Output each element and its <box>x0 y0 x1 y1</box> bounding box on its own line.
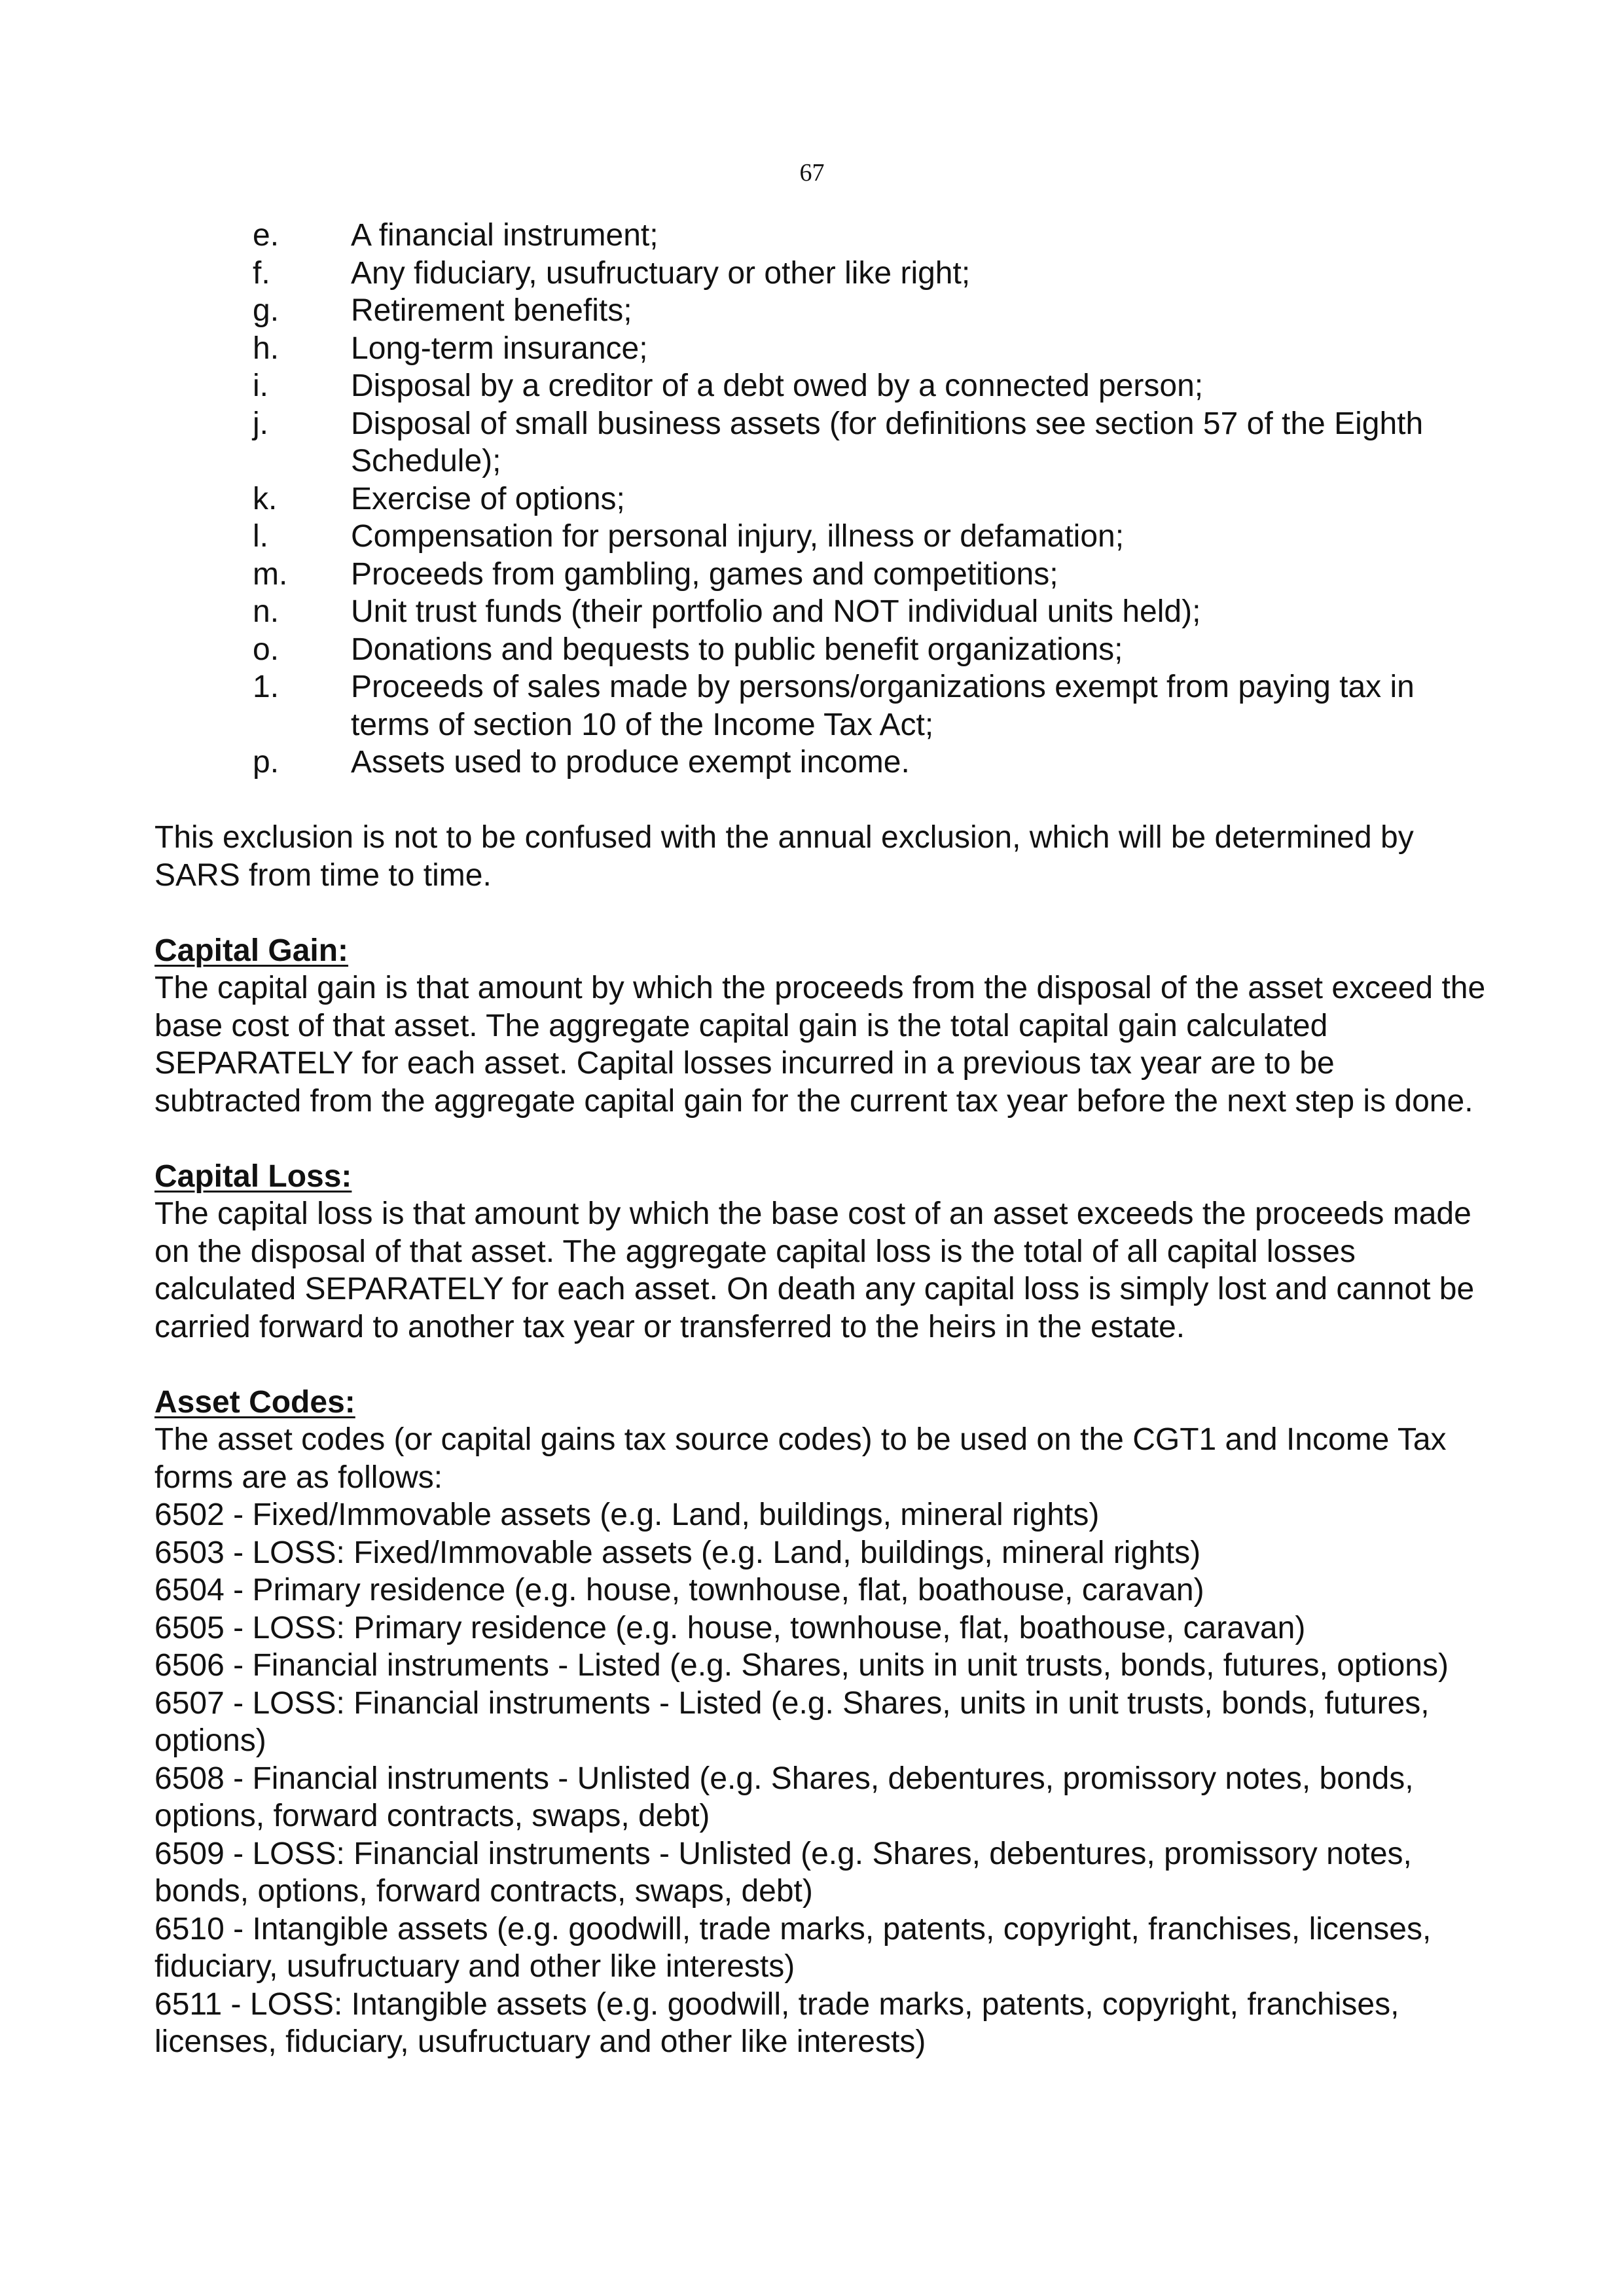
list-item: 6502 - Fixed/Immovable assets (e.g. Land, buildings, mineral rights) <box>154 1498 1100 1532</box>
list-item <box>154 480 1490 518</box>
list-marker: i. <box>253 368 268 403</box>
list-marker: g. <box>253 293 280 328</box>
section-body: The capital loss is that amount by which the base cost of an asset exceeds the proceeds made on the disposal of that asset. The aggregate capital loss is the total of all capital losses calculated SEPARATELY for each asset. On death any capital loss is simply lost and cannot be carried forward to another tax year or transferred to the heirs in the estate. <box>154 1196 1475 1344</box>
list-item-text: Proceeds of sales made by persons/organizations exempt from paying tax in terms of section 10 of the Income Tax Act; <box>351 670 1424 742</box>
list-item <box>154 631 1490 669</box>
list-item <box>154 292 1490 330</box>
list-item-text: Proceeds from gambling, games and competitions; <box>351 556 1058 592</box>
list-marker: e. <box>253 218 280 253</box>
section-heading: Capital Loss: <box>154 1158 352 1194</box>
list-item-text: Unit trust funds (their portfolio and NOT individual units held); <box>351 594 1201 629</box>
list-item <box>154 217 1490 255</box>
list-item-text: Any fiduciary, usufructuary or other like right; <box>351 255 971 291</box>
list-item-text: Assets used to produce exempt income. <box>351 745 910 780</box>
exclusion-list <box>154 217 1490 781</box>
list-marker: l. <box>253 519 268 554</box>
list-item-text: A financial instrument; <box>351 218 659 253</box>
list-marker: 1. <box>253 670 280 704</box>
section-heading: Asset Codes: <box>154 1384 355 1420</box>
list-item: 6506 - Financial instruments - Listed (e.g. Shares, units in unit trusts, bonds, futures, options) <box>154 1648 1449 1683</box>
asset-codes-section <box>154 1384 1490 2061</box>
list-marker: k. <box>253 481 278 516</box>
list-item-text: Long-term insurance; <box>351 331 648 366</box>
capital-gain-section <box>154 932 1490 1121</box>
asset-code-list <box>154 1496 1490 2061</box>
list-item <box>154 518 1490 556</box>
list-item-text: Disposal by a creditor of a debt owed by a connected person; <box>351 368 1204 403</box>
list-item <box>154 668 1490 744</box>
list-item-text: Exercise of options; <box>351 481 625 516</box>
list-item: 6509 - LOSS: Financial instruments - Unlisted (e.g. Shares, debentures, promissory notes, bonds, options, forward contracts, swaps, debt) <box>154 1836 1412 1909</box>
list-item <box>154 367 1490 405</box>
page-number: 67 <box>799 159 825 187</box>
list-item: 6510 - Intangible assets (e.g. goodwill, trade marks, patents, copyright, franchises, licenses, fiduciary, usufructuary and other like interests) <box>154 1911 1432 1984</box>
list-marker: j. <box>253 406 268 441</box>
list-item <box>154 330 1490 368</box>
list-marker: f. <box>253 255 270 291</box>
list-item: 6511 - LOSS: Intangible assets (e.g. goodwill, trade marks, patents, copyright, franchises, licenses, fiduciary, usufructuary and other like interests) <box>154 1986 1399 2059</box>
list-item <box>154 556 1490 594</box>
list-marker: m. <box>253 556 288 592</box>
list-item <box>154 744 1490 781</box>
list-item: 6505 - LOSS: Primary residence (e.g. house, townhouse, flat, boathouse, caravan) <box>154 1610 1306 1645</box>
list-item-text: Disposal of small business assets (for definitions see section 57 of the Eighth Schedule); <box>351 406 1432 478</box>
list-item: 6503 - LOSS: Fixed/Immovable assets (e.g. Land, buildings, mineral rights) <box>154 1535 1201 1570</box>
list-item <box>154 593 1490 631</box>
list-marker: o. <box>253 632 280 667</box>
list-item <box>154 405 1490 480</box>
list-item: 6507 - LOSS: Financial instruments - Listed (e.g. Shares, units in unit trusts, bonds, futures, options) <box>154 1685 1430 1758</box>
list-item: 6508 - Financial instruments - Unlisted (e.g. Shares, debentures, promissory notes, bonds, options, forward contracts, swaps, debt) <box>154 1761 1414 1833</box>
list-marker: p. <box>253 745 280 780</box>
list-item <box>154 255 1490 293</box>
exclusion-note: This exclusion is not to be confused with the annual exclusion, which will be determined by SARS from time to time. <box>154 820 1414 893</box>
capital-loss-section <box>154 1158 1490 1346</box>
list-marker: n. <box>253 594 280 629</box>
list-marker: h. <box>253 331 280 366</box>
section-heading: Capital Gain: <box>154 933 349 968</box>
section-body: The capital gain is that amount by which the proceeds from the disposal of the asset exceed the base cost of that asset. The aggregate capital gain is the total capital gain calculated SEPARATELY for each asset. Capital losses incurred in a previous tax year are to be subtracted from the aggregate capital gain for the current tax year before the next step is done. <box>154 971 1486 1119</box>
section-intro: The asset codes (or capital gains tax source codes) to be used on the CGT1 and Income Tax forms are as follows: <box>154 1422 1447 1495</box>
list-item-text: Compensation for personal injury, illness or defamation; <box>351 519 1125 554</box>
list-item-text: Retirement benefits; <box>351 293 632 328</box>
list-item-text: Donations and bequests to public benefit organizations; <box>351 632 1123 667</box>
document-body <box>154 217 1490 2061</box>
list-item: 6504 - Primary residence (e.g. house, townhouse, flat, boathouse, caravan) <box>154 1573 1204 1607</box>
